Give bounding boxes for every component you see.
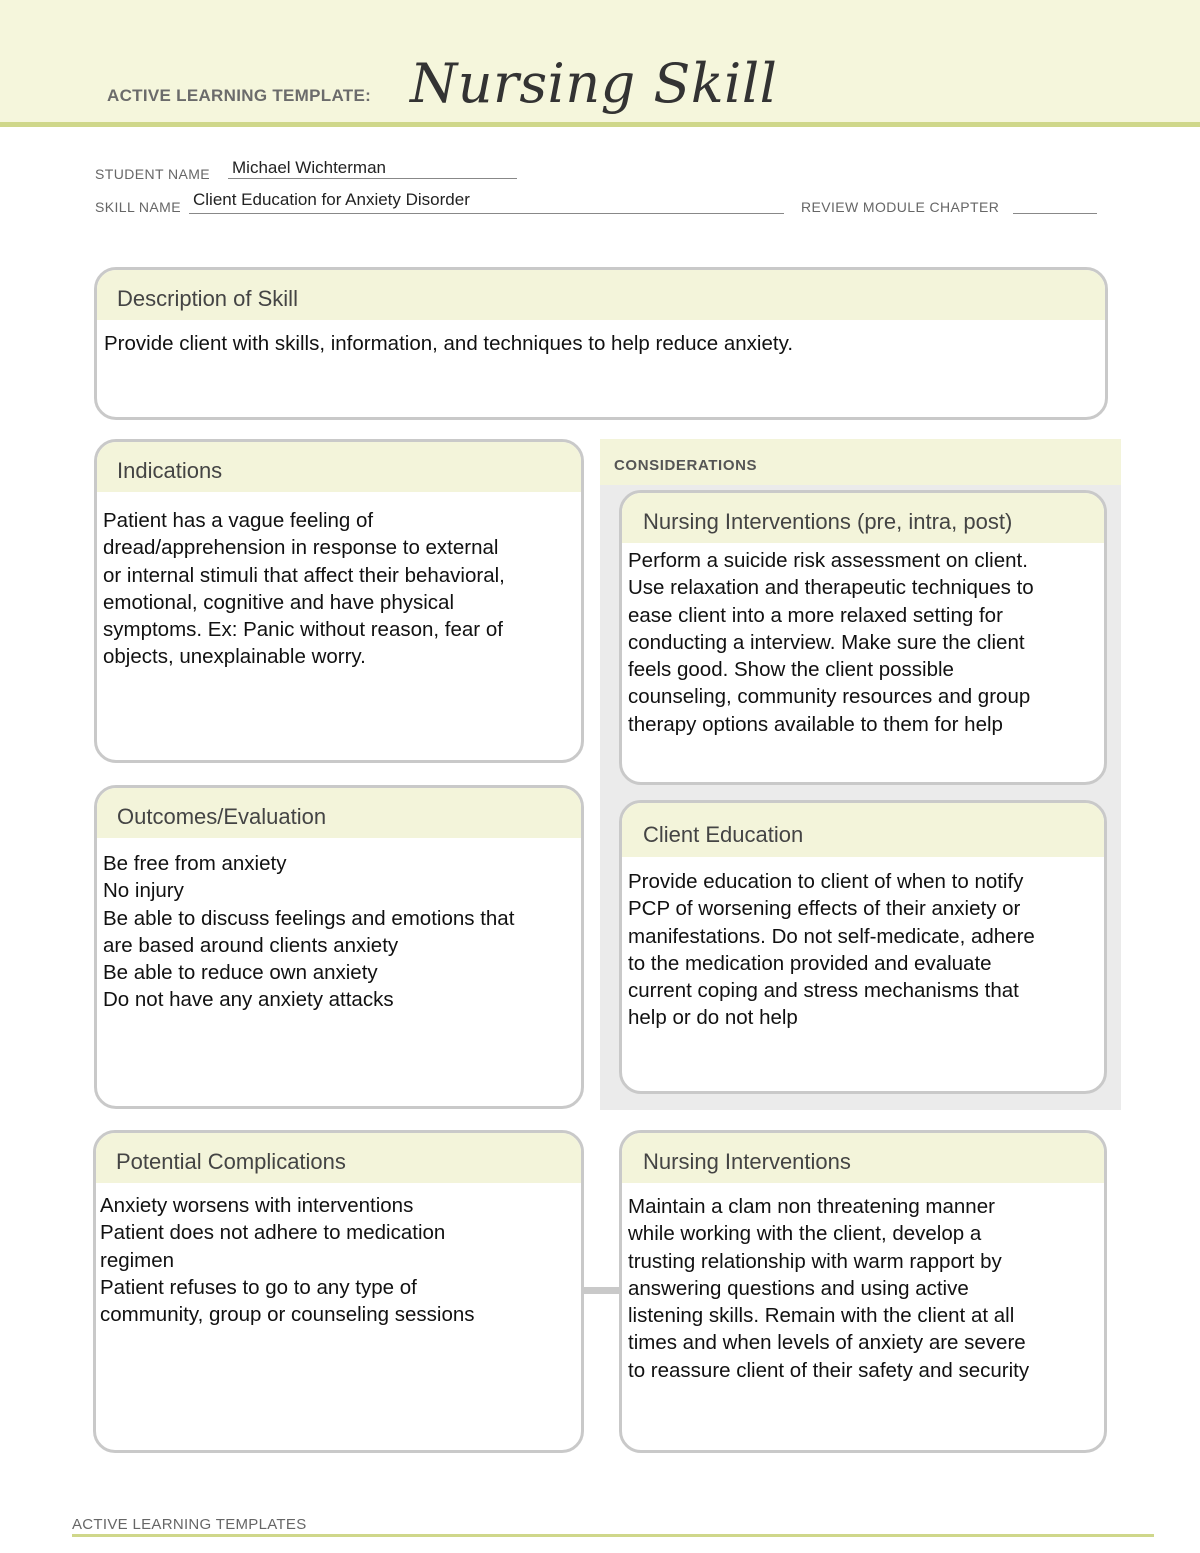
outcomes-line: are based around clients anxiety (103, 933, 399, 957)
review-module-label: REVIEW MODULE CHAPTER (801, 199, 1000, 215)
indications-line: dread/apprehension in response to external (103, 536, 499, 560)
indications-line: or internal stimuli that affect their behavioral, (103, 563, 505, 587)
client-education-box (619, 800, 1107, 1094)
nursing-interventions-line: listening skills. Remain with the client at all (628, 1304, 1015, 1328)
nursing-interventions-line: times and when levels of anxiety are severe (628, 1331, 1026, 1355)
nursing-interventions-line: while working with the client, develop a (628, 1222, 982, 1246)
nursing-interventions-body[interactable] (622, 1183, 1104, 1384)
considerations-title: CONSIDERATIONS (614, 457, 758, 474)
outcomes-line: Be able to discuss feelings and emotions that (103, 906, 515, 930)
nursing-interventions-line: to reassure client of their safety and security (628, 1358, 1030, 1382)
client-education-line: Provide education to client of when to notify (628, 870, 1024, 893)
student-name-field[interactable]: Michael Wichterman (232, 158, 386, 177)
potential-complications-line: Patient refuses to go to any type of (100, 1275, 417, 1299)
description-line: Provide client with skills, information, and techniques to help reduce anxiety. (104, 332, 794, 355)
nursing-interventions-ppp-line: Use relaxation and therapeutic techniques to (628, 576, 1034, 600)
review-module-line (1013, 195, 1097, 214)
nursing-interventions-box (619, 1130, 1107, 1453)
indications-line: objects, unexplainable worry. (103, 645, 366, 669)
client-education-line: current coping and stress mechanisms that (628, 979, 1019, 1003)
footer-label: ACTIVE LEARNING TEMPLATES (72, 1516, 307, 1533)
nursing-interventions-ppp-box (619, 490, 1107, 785)
template-label: ACTIVE LEARNING TEMPLATE: (107, 86, 372, 105)
description-body[interactable] (97, 320, 1105, 357)
description-title: Description of Skill (97, 270, 1105, 320)
nursing-interventions-title: Nursing Interventions (622, 1133, 1104, 1183)
footer-rule (72, 1534, 1154, 1537)
client-education-line: PCP of worsening effects of their anxiety or (628, 897, 1021, 921)
nursing-interventions-line: answering questions and using active (628, 1276, 969, 1300)
outcomes-line: No injury (103, 879, 184, 903)
potential-complications-line: regimen (100, 1248, 175, 1272)
client-education-line: to the medication provided and evaluate (628, 951, 992, 975)
indications-line: emotional, cognitive and have physical (103, 590, 454, 614)
description-box (94, 267, 1108, 420)
nursing-interventions-line: Maintain a clam non threatening manner (628, 1195, 995, 1218)
student-name-label: STUDENT NAME (95, 166, 210, 182)
client-education-line: manifestations. Do not self-medicate, adhere (628, 924, 1035, 948)
nursing-interventions-ppp-line: counseling, community resources and group (628, 685, 1031, 709)
potential-complications-box (93, 1130, 584, 1453)
nursing-interventions-ppp-line: therapy options available to them for help (628, 712, 1003, 736)
nursing-interventions-ppp-line: feels good. Show the client possible (628, 658, 954, 682)
outcomes-box (94, 785, 584, 1109)
nursing-interventions-line: trusting relationship with warm rapport by (628, 1249, 1002, 1273)
page-title: Nursing Skill (410, 52, 778, 115)
outcomes-line: Do not have any anxiety attacks (103, 988, 394, 1012)
indications-line: Patient has a vague feeling of (103, 509, 374, 532)
skill-name-label: SKILL NAME (95, 199, 181, 215)
potential-complications-line: Patient does not adhere to medication (100, 1221, 446, 1245)
client-education-title: Client Education (622, 803, 1104, 857)
potential-complications-line: community, group or counseling sessions (100, 1303, 475, 1327)
nursing-interventions-ppp-line: ease client into a more relaxed setting for (628, 603, 1003, 627)
indications-body[interactable] (97, 492, 581, 671)
client-education-line: help or do not help (628, 1006, 798, 1030)
header-rule (0, 122, 1200, 127)
outcomes-body[interactable] (97, 838, 581, 1014)
outcomes-line: Be free from anxiety (103, 852, 287, 875)
connector-bar (582, 1287, 622, 1294)
outcomes-title: Outcomes/Evaluation (97, 788, 581, 838)
nursing-interventions-ppp-line: Perform a suicide risk assessment on client. (628, 549, 1028, 572)
potential-complications-title: Potential Complications (96, 1133, 581, 1183)
indications-box (94, 439, 584, 763)
outcomes-line: Be able to reduce own anxiety (103, 961, 378, 985)
nursing-interventions-ppp-title: Nursing Interventions (pre, intra, post) (622, 493, 1104, 543)
indications-title: Indications (97, 442, 581, 492)
client-education-body[interactable] (622, 857, 1104, 1032)
nursing-interventions-ppp-line: conducting a interview. Make sure the client (628, 630, 1025, 654)
indications-line: symptoms. Ex: Panic without reason, fear of (103, 618, 503, 642)
potential-complications-line: Anxiety worsens with interventions (100, 1194, 414, 1217)
nursing-interventions-ppp-body[interactable] (622, 543, 1104, 738)
potential-complications-body[interactable] (96, 1183, 581, 1328)
skill-name-field[interactable]: Client Education for Anxiety Disorder (193, 190, 470, 209)
